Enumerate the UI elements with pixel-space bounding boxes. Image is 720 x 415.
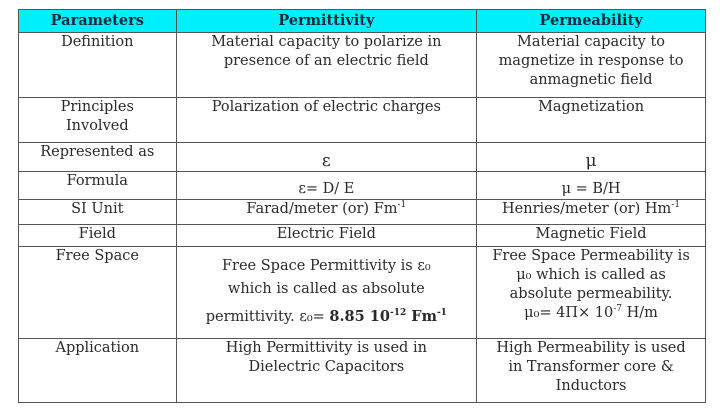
permeability-text: Material capacity to magnetize in response to anmagnetic field: [498, 34, 684, 88]
permeability-cell: Magnetization: [477, 98, 706, 143]
free-space-text: Free Space Permeability is μ₀ which is called as absolute permeability.: [492, 248, 690, 302]
table-row-definition: [19, 33, 706, 98]
param-cell: Definition: [19, 33, 177, 98]
permittivity-cell: [176, 200, 477, 225]
table-row-free-space: [19, 247, 706, 339]
permittivity-cell: ε= D/ E: [176, 172, 477, 200]
free-space-line1: Free Space Permittivity is ε₀: [221, 258, 431, 274]
permeability-cell: Magnetic Field: [477, 225, 706, 247]
free-space-line3: [181, 305, 473, 329]
permittivity-cell: Electric Field: [176, 225, 477, 247]
header-parameters: Parameters: [19, 10, 177, 33]
eps0-value: 8.85 $10^{-12}$ $Fm^{-1}$: [329, 308, 447, 325]
param-text: Principles Involved: [60, 99, 134, 134]
param-cell: Field: [19, 225, 177, 247]
unit-exponent: -1: [397, 200, 407, 211]
param-cell: [19, 98, 177, 143]
table-row-si-unit: [19, 200, 706, 225]
comparison-table: [18, 9, 706, 403]
eps0-label: permittivity. ε₀=: [205, 309, 325, 325]
param-cell: SI Unit: [19, 200, 177, 225]
mu0-formula: $\mu_0= 4\Pi\times 10^{-7}$ H/m: [524, 304, 658, 321]
table-row-principles: [19, 98, 706, 143]
free-space-line2: which is called as absolute: [227, 281, 425, 297]
unit-text: Farad/meter (or) Fm: [246, 201, 398, 217]
permeability-cell: μ = B/H: [477, 172, 706, 200]
table-row-application: [19, 339, 706, 403]
permeability-cell: [477, 339, 706, 403]
permittivity-cell: [176, 33, 477, 98]
permittivity-cell: [176, 339, 477, 403]
unit-exponent: -1: [671, 200, 681, 211]
permittivity-cell: [176, 247, 477, 339]
permeability-cell: [477, 200, 706, 225]
header-row: [19, 10, 706, 33]
param-cell: Represented as: [19, 143, 177, 172]
unit-text: Henries/meter (or) Hm: [502, 201, 672, 217]
permeability-text: High Permeability is used in Transformer core & Inductors: [496, 340, 686, 394]
permeability-cell: [477, 247, 706, 339]
param-cell: Free Space: [19, 247, 177, 339]
permittivity-cell: Polarization of electric charges: [176, 98, 477, 143]
param-cell: Application: [19, 339, 177, 403]
header-permittivity: Permittivity: [176, 10, 477, 33]
table-row-represented: [19, 143, 706, 172]
permittivity-text: High Permittivity is used in Dielectric Capacitors: [225, 340, 427, 375]
permeability-cell: μ: [477, 143, 706, 172]
table-row-field: [19, 225, 706, 247]
param-cell: Formula: [19, 172, 177, 200]
table-row-formula: [19, 172, 706, 200]
permittivity-text: Material capacity to polarize in presence of an electric field: [211, 34, 442, 69]
permittivity-cell: ε: [176, 143, 477, 172]
permeability-cell: [477, 33, 706, 98]
header-permeability: Permeability: [477, 10, 706, 33]
